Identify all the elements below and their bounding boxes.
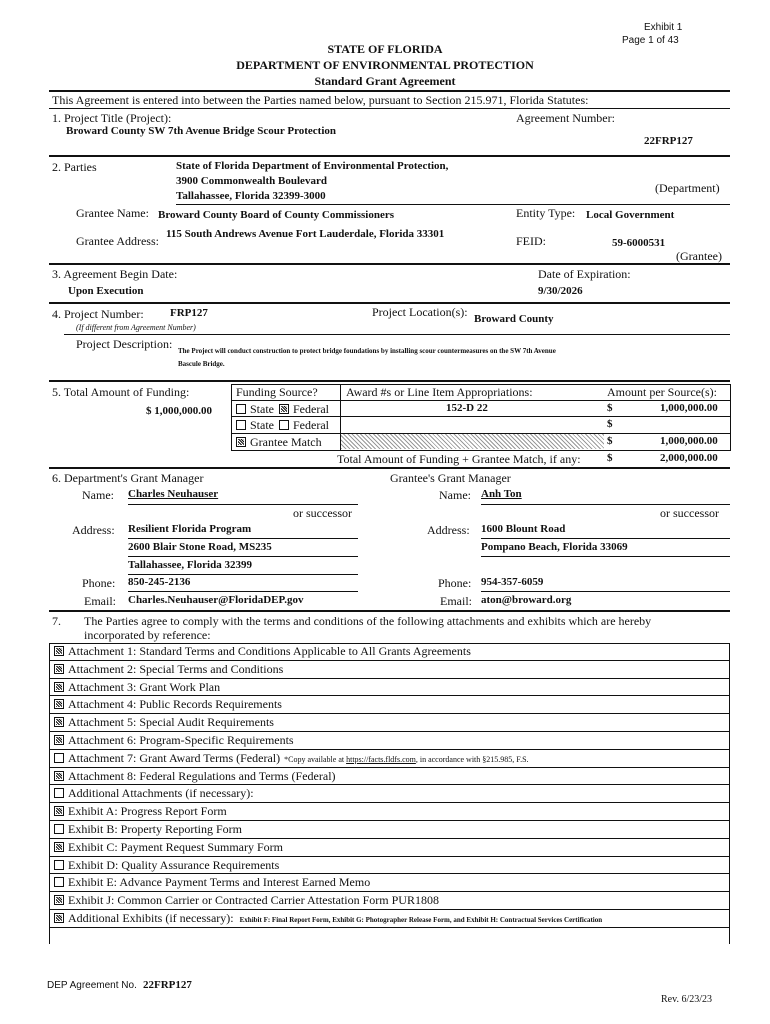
amount-federal: 1,000,000.00 xyxy=(660,402,718,414)
dept-email[interactable]: Charles.Neuhauser@FloridaDEP.gov xyxy=(128,594,304,606)
currency-symbol: $ xyxy=(607,418,613,430)
currency-symbol: $ xyxy=(607,435,613,447)
grantee-phone: 954-357-6059 xyxy=(481,576,544,588)
grantee-match-checkbox[interactable] xyxy=(236,437,246,447)
attachment-row xyxy=(50,857,730,875)
attachment-checkbox[interactable] xyxy=(54,824,64,834)
project-description-2: Bascule Bridge. xyxy=(178,360,225,368)
project-number-note: (If different from Agreement Number) xyxy=(76,323,196,332)
parties-label: 2. Parties xyxy=(52,160,97,174)
attachment-checkbox[interactable] xyxy=(54,664,64,674)
grantee-name-label: Grantee Name: xyxy=(76,206,149,220)
grantee-manager-address-2: Pompano Beach, Florida 33069 xyxy=(481,541,628,553)
currency-symbol: $ xyxy=(607,452,613,464)
party-address-1: 3900 Commonwealth Boulevard xyxy=(176,175,327,187)
dept-address-3: Tallahassee, Florida 32399 xyxy=(128,559,252,571)
funding-row-2-source xyxy=(236,418,329,433)
award-line-item: 152-D 22 xyxy=(446,402,488,414)
amount-header: Amount per Source(s): xyxy=(607,385,717,399)
attachment-checkbox[interactable] xyxy=(54,771,64,781)
feid-label: FEID: xyxy=(516,234,546,248)
dept-address-2: 2600 Blair Stone Road, MS235 xyxy=(128,541,272,553)
divider xyxy=(128,538,358,539)
attachment-checkbox[interactable] xyxy=(54,699,64,709)
total-funding: $ 1,000,000.00 xyxy=(146,405,212,417)
dept-name-label: Name: xyxy=(82,488,114,502)
attachment-checkbox[interactable] xyxy=(54,860,64,870)
intro-text: This Agreement is entered into between the Parties named below, pursuant to Section 215.971, Florida Statutes: xyxy=(52,93,589,107)
project-location: Broward County xyxy=(474,313,554,325)
attachment-checkbox[interactable] xyxy=(54,806,64,816)
attachment-label: Attachment 1: Standard Terms and Conditions Applicable to All Grants Agreements xyxy=(68,644,471,658)
attachment-label: Attachment 6: Program-Specific Requirements xyxy=(68,733,294,747)
attachment-label: Attachment 8: Federal Regulations and Terms (Federal) xyxy=(68,768,336,783)
project-number-label: 4. Project Number: xyxy=(52,307,144,321)
attachment-label: Additional Exhibits (if necessary): xyxy=(68,911,234,925)
divider xyxy=(49,380,730,382)
grantee-manager-name: Anh Ton xyxy=(481,488,522,500)
state-checkbox[interactable] xyxy=(236,420,246,430)
expiration-date: 9/30/2026 xyxy=(538,285,583,297)
attachment-row xyxy=(50,785,730,803)
funding-source-header: Funding Source? xyxy=(236,385,318,399)
party-address-2: Tallahassee, Florida 32399-3000 xyxy=(176,190,326,202)
attachment-row xyxy=(50,803,730,821)
dept-phone-label: Phone: xyxy=(82,576,116,590)
entity-type: Local Government xyxy=(586,209,675,221)
title-agreement: Standard Grant Agreement xyxy=(314,74,456,88)
state-checkbox[interactable] xyxy=(236,404,246,414)
attachment-row xyxy=(50,696,730,714)
additional-exhibits-text: Exhibit F: Final Report Form, Exhibit G: Photographer Release Form, and Exhibit H: Contractual Services Certification xyxy=(239,916,603,924)
divider xyxy=(481,504,730,505)
attachment-label: Attachment 4: Public Records Requirements xyxy=(68,697,282,712)
facts-link[interactable]: https://facts.fldfs.com xyxy=(346,754,416,764)
divider xyxy=(49,90,730,92)
footer-agreement-number: 22FRP127 xyxy=(143,979,192,991)
section7-number: 7. xyxy=(52,614,61,628)
divider xyxy=(481,556,730,557)
grand-total-label: Total Amount of Funding + Grantee Match, if any: xyxy=(337,452,581,466)
state-label: State xyxy=(250,418,274,432)
attachment-row xyxy=(50,750,730,768)
section7-text-2: incorporated by reference: xyxy=(84,628,211,642)
department-tag: (Department) xyxy=(655,181,720,195)
attachment-row xyxy=(50,839,730,857)
divider xyxy=(128,591,358,592)
attachment-row xyxy=(50,892,730,910)
feid: 59-6000531 xyxy=(612,237,666,249)
attachment-label: Attachment 7: Grant Award Terms (Federal) xyxy=(68,750,281,765)
entity-type-label: Entity Type: xyxy=(516,206,576,220)
grantee-address: 115 South Andrews Avenue Fort Lauderdale, Florida 33301 xyxy=(166,228,445,240)
grantee-name-label-6: Name: xyxy=(439,488,471,502)
project-title: Broward County SW 7th Avenue Bridge Scour Protection xyxy=(66,125,337,137)
attachment-7-note xyxy=(284,755,528,764)
note-prefix: *Copy available at xyxy=(284,754,347,764)
attachment-checkbox[interactable] xyxy=(54,913,64,923)
page-number: Page 1 of 43 xyxy=(622,35,679,46)
project-title-label: 1. Project Title (Project): xyxy=(52,111,172,125)
attachment-checkbox[interactable] xyxy=(54,877,64,887)
attachment-label: Exhibit B: Property Reporting Form xyxy=(68,822,242,836)
grantee-manager-label: Grantee's Grant Manager xyxy=(390,471,511,485)
divider xyxy=(49,302,730,304)
federal-checkbox[interactable] xyxy=(279,404,289,414)
dept-address-1: Resilient Florida Program xyxy=(128,523,252,535)
attachment-label: Exhibit A: Progress Report Form xyxy=(68,804,227,819)
grantee-address-label: Grantee Address: xyxy=(76,234,159,248)
divider xyxy=(49,155,730,157)
grantee-or-successor: or successor xyxy=(660,506,719,520)
begin-date-label: 3. Agreement Begin Date: xyxy=(52,267,178,281)
attachment-checkbox[interactable] xyxy=(54,682,64,692)
attachment-label: Exhibit J: Common Carrier or Contracted Carrier Attestation Form PUR1808 xyxy=(68,893,439,908)
dept-phone: 850-245-2136 xyxy=(128,576,191,588)
divider xyxy=(481,591,730,592)
divider xyxy=(128,556,358,557)
attachment-checkbox[interactable] xyxy=(54,753,64,763)
federal-checkbox[interactable] xyxy=(279,420,289,430)
amount-match: 1,000,000.00 xyxy=(660,435,718,447)
attachment-row xyxy=(50,768,730,786)
grantee-email-label: Email: xyxy=(440,594,472,608)
attachment-row xyxy=(50,874,730,892)
party-name: State of Florida Department of Environmental Protection, xyxy=(176,160,449,172)
grantee-email[interactable]: aton@broward.org xyxy=(481,594,572,606)
attachment-row xyxy=(50,732,730,750)
attachment-checkbox[interactable] xyxy=(54,788,64,798)
begin-date: Upon Execution xyxy=(68,285,144,297)
grantee-phone-label: Phone: xyxy=(438,576,472,590)
dept-or-successor: or successor xyxy=(293,506,352,520)
footer-agreement-label: DEP Agreement No. xyxy=(47,980,137,991)
grand-total: 2,000,000.00 xyxy=(660,452,718,464)
attachment-label: Exhibit D: Quality Assurance Requirements xyxy=(68,857,280,872)
funding-divider xyxy=(231,400,730,401)
attachment-row xyxy=(50,714,730,732)
attachment-label: Attachment 3: Grant Work Plan xyxy=(68,679,221,694)
project-description-1: The Project will conduct construction to protect bridge foundations by installing scour countermeasures on the SW 7th Avenue xyxy=(178,347,556,355)
currency-symbol: $ xyxy=(607,402,613,414)
dept-email-label: Email: xyxy=(84,594,116,608)
federal-label: Federal xyxy=(293,418,329,432)
state-label: State xyxy=(250,402,274,416)
dept-address-label: Address: xyxy=(72,523,115,537)
attachment-checkbox[interactable] xyxy=(54,895,64,905)
attachment-row xyxy=(50,661,730,679)
project-number: FRP127 xyxy=(170,307,208,319)
attachment-checkbox[interactable] xyxy=(54,717,64,727)
grantee-manager-address-1: 1600 Blount Road xyxy=(481,523,566,535)
divider xyxy=(49,467,730,469)
expiration-label: Date of Expiration: xyxy=(538,267,631,281)
attachment-row xyxy=(50,910,730,928)
federal-label: Federal xyxy=(293,402,329,416)
divider xyxy=(128,574,358,575)
attachment-checkbox[interactable] xyxy=(54,735,64,745)
project-location-label: Project Location(s): xyxy=(372,305,468,319)
grantee-tag: (Grantee) xyxy=(676,249,722,263)
title-department: DEPARTMENT OF ENVIRONMENTAL PROTECTION xyxy=(236,58,534,72)
match-award-hatch xyxy=(341,434,604,449)
exhibit-label: Exhibit 1 xyxy=(644,22,683,33)
dept-manager-label: 6. Department's Grant Manager xyxy=(52,471,204,485)
divider xyxy=(49,610,730,612)
project-description-label: Project Description: xyxy=(76,337,173,351)
attachment-checkbox[interactable] xyxy=(54,842,64,852)
attachment-checkbox[interactable] xyxy=(54,646,64,656)
title-state: STATE OF FLORIDA xyxy=(327,42,443,56)
divider xyxy=(49,108,730,109)
attachment-row xyxy=(50,679,730,697)
total-funding-label: 5. Total Amount of Funding: xyxy=(52,385,190,399)
agreement-number-label: Agreement Number: xyxy=(516,111,615,125)
grantee-match-label: Grantee Match xyxy=(250,435,322,449)
funding-row-1-source xyxy=(236,402,329,417)
dept-manager-name: Charles Neuhauser xyxy=(128,488,219,500)
grantee-match-source xyxy=(236,435,322,450)
divider xyxy=(49,263,730,265)
attachment-label: Additional Attachments (if necessary): xyxy=(68,786,254,801)
attachment-row xyxy=(50,643,730,661)
award-header: Award #s or Line Item Appropriations: xyxy=(346,385,533,399)
attachment-label: Attachment 5: Special Audit Requirements xyxy=(68,715,274,730)
divider xyxy=(481,538,730,539)
agreement-number: 22FRP127 xyxy=(644,135,693,147)
attachment-label: Attachment 2: Special Terms and Conditions xyxy=(68,661,284,676)
divider xyxy=(176,204,730,205)
grantee-name: Broward County Board of County Commissioners xyxy=(158,209,395,221)
grantee-address-label-6: Address: xyxy=(427,523,470,537)
attachment-row xyxy=(50,821,730,839)
note-suffix: , in accordance with §215.985, F.S. xyxy=(415,754,529,764)
revision-date: Rev. 6/23/23 xyxy=(661,994,713,1005)
divider xyxy=(128,504,358,505)
attachment-label: Exhibit C: Payment Request Summary Form xyxy=(68,839,283,854)
attachment-label: Exhibit E: Advance Payment Terms and Interest Earned Memo xyxy=(68,875,371,890)
divider xyxy=(64,334,730,335)
section7-text-1: The Parties agree to comply with the terms and conditions of the following attachments and exhibits which are hereby xyxy=(84,614,652,628)
